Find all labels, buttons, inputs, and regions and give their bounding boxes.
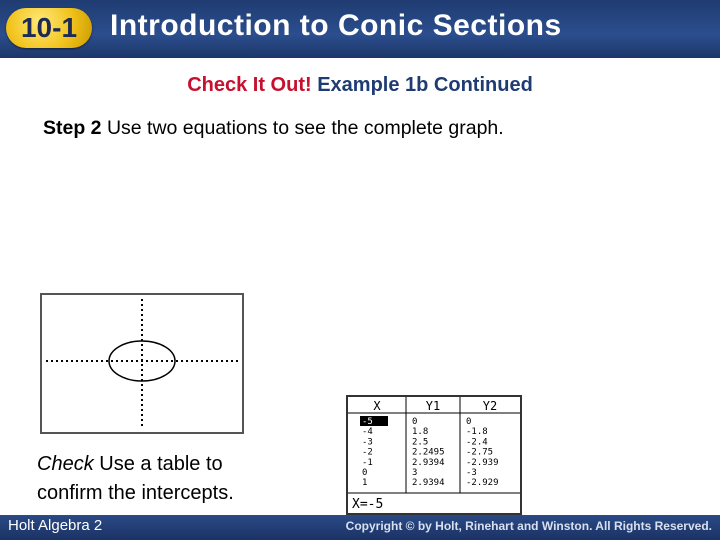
table-header-y1: Y1 <box>425 399 441 413</box>
table-cell-x: -2 <box>362 447 373 458</box>
table-cell-y2: -2.929 <box>466 478 499 489</box>
footer-course: Holt Algebra 2 <box>8 517 103 534</box>
subtitle-check-it-out: Check It Out! <box>187 74 312 96</box>
table-cell-y1: 1.8 <box>412 427 429 438</box>
table-status-line: X=-5 <box>352 497 384 512</box>
subtitle-example: Example 1b Continued <box>311 74 533 96</box>
table-cell-x: -1 <box>362 457 373 468</box>
table-cell-x: -4 <box>362 427 373 438</box>
check-label: Check <box>37 453 94 475</box>
table-header-x: X <box>373 399 381 413</box>
table-cell-x: 1 <box>362 478 368 489</box>
table-cell-x: -5 <box>362 417 373 427</box>
lesson-badge <box>6 8 92 48</box>
footer-copyright: Copyright © by Holt, Rinehart and Winston. All Rights Reserved. <box>345 519 712 533</box>
check-line-2: confirm the intercepts. <box>37 482 234 504</box>
header-bar <box>0 0 720 58</box>
check-text <box>37 450 234 508</box>
footer-bar <box>0 515 720 540</box>
table-cell-y2: -2.4 <box>466 437 488 448</box>
calculator-table-screen <box>346 395 522 515</box>
table-cell-y2: -1.8 <box>466 427 488 438</box>
step-description: Use two equations to see the complete graph. <box>101 117 504 139</box>
slide-subtitle <box>0 74 720 97</box>
table-cell-y1: 2.9394 <box>412 478 445 489</box>
calculator-graph-screen <box>40 293 244 434</box>
step-label: Step 2 <box>43 117 102 139</box>
table-cell-y1: 3 <box>412 468 418 478</box>
table-cell-y2: -3 <box>466 468 477 478</box>
table-cell-y1: 2.2495 <box>412 447 445 458</box>
table-cell-x: -3 <box>362 437 373 448</box>
table-header-y2: Y2 <box>482 399 498 413</box>
table-cell-x: 0 <box>362 468 368 478</box>
value-table <box>348 397 520 513</box>
table-cell-y1: 0 <box>412 417 418 427</box>
ellipse-graph <box>42 295 242 432</box>
table-cell-y2: 0 <box>466 417 472 427</box>
table-cell-y1: 2.5 <box>412 437 429 448</box>
table-cell-y2: -2.75 <box>466 447 494 458</box>
table-cell-y1: 2.9394 <box>412 457 445 468</box>
check-line-1: Use a table to <box>93 453 223 475</box>
table-cell-y2: -2.939 <box>466 457 499 468</box>
slide-title: Introduction to Conic Sections <box>110 9 562 42</box>
step-text <box>43 117 504 140</box>
lesson-number: 10-1 <box>20 12 78 43</box>
